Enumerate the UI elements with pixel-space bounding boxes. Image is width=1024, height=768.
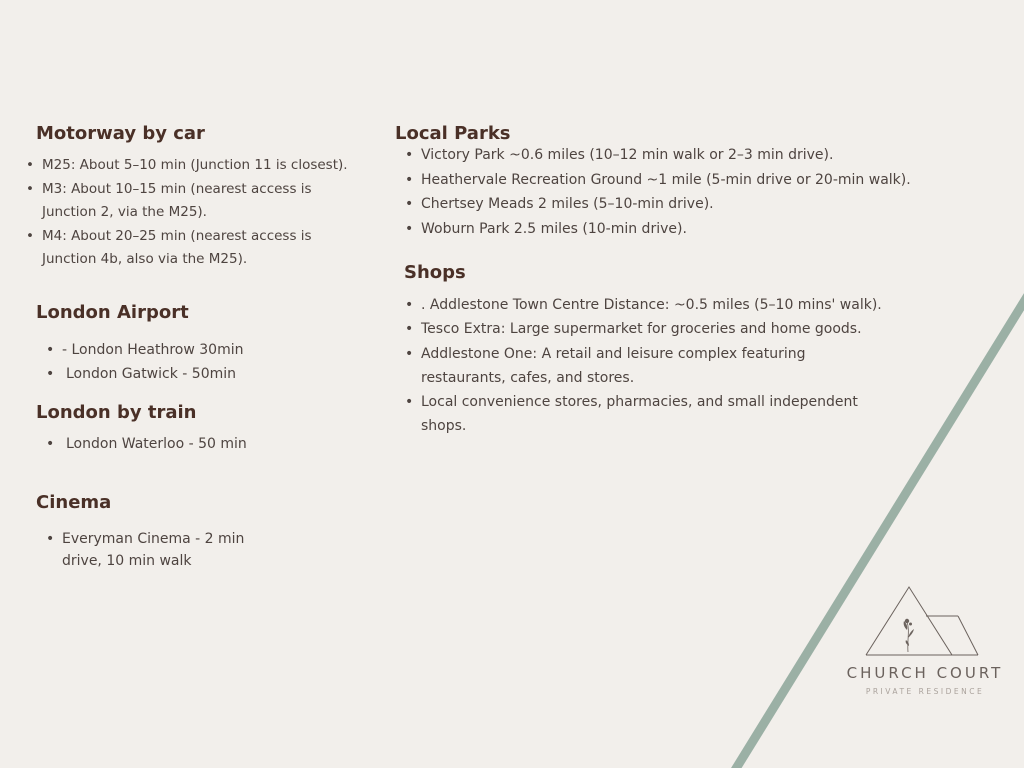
church-court-logo <box>830 580 1020 710</box>
train-list <box>42 433 322 457</box>
shops-list <box>401 293 961 439</box>
list-item: • Local convenience stores, pharmacies, and small independent shops. <box>401 390 961 439</box>
list-item: • Chertsey Meads 2 miles (5–10-min drive). <box>401 192 1001 217</box>
list-item: • - London Heathrow 30min <box>42 339 322 363</box>
cinema-list <box>42 529 322 572</box>
list-item: • Everyman Cinema - 2 min drive, 10 min walk <box>42 529 322 572</box>
list-item: • Addlestone One: A retail and leisure complex featuring restaurants, cafes, and stores. <box>401 342 961 391</box>
list-item: • M4: About 20–25 min (nearest access is Junction 4b, also via the M25). <box>22 225 362 272</box>
cinema-heading: Cinema <box>36 492 112 513</box>
list-item: • . Addlestone Town Centre Distance: ~0.5 miles (5–10 mins' walk). <box>401 293 961 317</box>
list-item: • Tesco Extra: Large supermarket for groceries and home goods. <box>401 317 961 341</box>
parks-list <box>401 143 1001 241</box>
list-item: • London Gatwick - 50min <box>42 363 322 387</box>
motorway-list <box>22 154 362 272</box>
list-item: • Woburn Park 2.5 miles (10-min drive). <box>401 217 1001 242</box>
list-item: • London Waterloo - 50 min <box>42 433 322 457</box>
airport-list <box>42 339 322 386</box>
airport-heading: London Airport <box>36 302 189 323</box>
parks-heading: Local Parks <box>395 123 511 144</box>
shops-heading: Shops <box>404 262 466 283</box>
train-heading: London by train <box>36 402 197 423</box>
logo-subtitle: PRIVATE RESIDENCE <box>865 687 985 696</box>
list-item: • M25: About 5–10 min (Junction 11 is closest). <box>22 154 362 178</box>
list-item: • Heathervale Recreation Ground ~1 mile (5-min drive or 20-min walk). <box>401 168 1001 193</box>
list-item: • Victory Park ~0.6 miles (10–12 min walk or 2–3 min drive). <box>401 143 1001 168</box>
church-triangle-icon <box>830 580 1020 660</box>
logo-name: CHURCH COURT <box>846 664 1004 682</box>
list-item: • M3: About 10–15 min (nearest access is Junction 2, via the M25). <box>22 178 362 225</box>
motorway-heading: Motorway by car <box>36 123 205 144</box>
